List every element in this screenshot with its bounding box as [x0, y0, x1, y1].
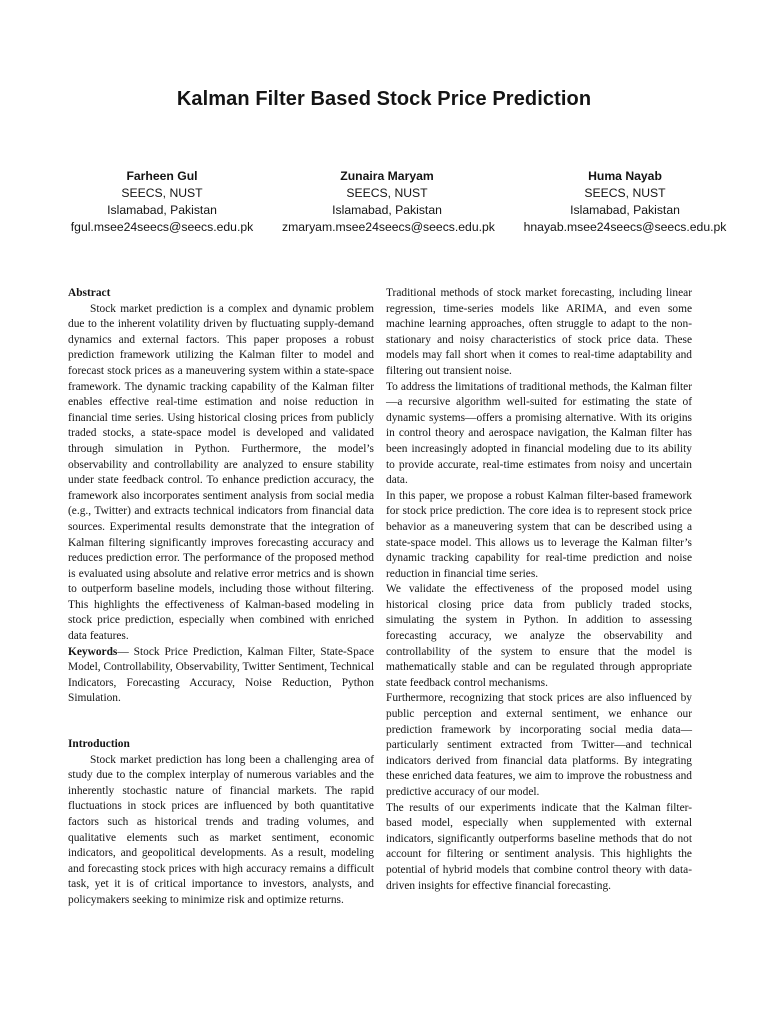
- right-column: [386, 286, 692, 894]
- keywords-label: Keywords: [68, 645, 118, 658]
- body-paragraph: We validate the effectiveness of the proposed model using historical closing price data from publicly traded stocks, simulating the system in Python. In addition to assessing forecasting accuracy, we analyze the observability and controllability of the system to ensure that the model is mathematically stable and can be regulated through appropriate state feedback control mechanisms.: [386, 583, 692, 689]
- author-email: zmaryam.msee24seecs@seecs.edu.pk: [282, 220, 495, 234]
- author-name: Zunaira Maryam: [340, 169, 434, 183]
- author-block-1: [64, 168, 260, 236]
- author-location: Islamabad, Pakistan: [332, 203, 442, 217]
- left-column: [68, 286, 374, 909]
- introduction-heading: Introduction: [68, 738, 130, 751]
- body-paragraph: Traditional methods of stock market forecasting, including linear regression, time-series models like ARIMA, and even some machine learning approaches, often struggle to adapt to the non-stationary and noisy characteristics of stock price data. These models may fall short when it comes to real-time adaptability and filtering out transient noise.: [386, 287, 692, 377]
- author-email: hnayab.msee24seecs@seecs.edu.pk: [523, 220, 727, 234]
- body-paragraph: To address the limitations of traditional methods, the Kalman filter—a recursive algorithm well-suited for estimating the state of dynamic systems—offers a promising alternative. With its origins in control theory and aerospace navigation, the Kalman filter has been increasingly adopted in financial modeling due to its ability to provide accurate, real-time estimates from noisy and uncertain data.: [386, 380, 692, 487]
- body-paragraph: In this paper, we propose a robust Kalman filter-based framework for stock price prediction. The core idea is to represent stock price behavior as a maneuvering system that can be described using a state-space model. This allows us to leverage the Kalman filter’s dynamic tracking capability for real-time prediction and noise reduction in financial time series.: [386, 489, 692, 580]
- author-affiliation: SEECS, NUST: [584, 186, 666, 200]
- keywords-text: — Stock Price Prediction, Kalman Filter, State-Space Model, Controllability, Observability, Twitter Sentiment, Technical Indicators, Forecasting Accuracy, Noise Reduction, Python Simulation.: [68, 645, 374, 705]
- author-block-2: [282, 168, 495, 236]
- author-affiliation: SEECS, NUST: [121, 186, 203, 200]
- body-paragraph: The results of our experiments indicate that the Kalman filter-based model, especially when supplemented with external indicators, significantly outperforms baseline methods that do not account for filtering or sentiment analysis. This highlights the potential of hybrid models that combine control theory with data-driven insights for effective financial forecasting.: [386, 801, 692, 892]
- author-name: Huma Nayab: [588, 169, 662, 183]
- author-email: fgul.msee24seecs@seecs.edu.pk: [70, 220, 254, 234]
- abstract-heading: Abstract: [68, 287, 111, 299]
- author-block-3: [515, 168, 735, 236]
- body-paragraph: Furthermore, recognizing that stock prices are also influenced by public perception and external sentiment, we enhance our prediction framework by incorporating social media data—particularly sentiment extracted from Twitter—and technical indicators derived from financial data platforms. By integrating these enriched data features, we aim to improve the robustness and predictive accuracy of our model.: [386, 692, 692, 798]
- abstract-text: Stock market prediction is a complex and dynamic problem due to the inherent volatility driven by fluctuating supply-demand dynamics and external factors. This paper proposes a robust prediction framework utilizing the Kalman filter to model and forecast stock prices as a maneuvering system within a state-space framework. The dynamic tracking capability of the Kalman filter enables effective real-time estimation and noise reduction in financial time series. Using historical closing prices from publicly traded stocks, a state-space model is developed and validated through simulation in Python. Furthermore, the model’s observability and controllability are analyzed to ensure stability under state feedback control. To enhance prediction accuracy, the framework also incorporates sentiment analysis from social media (e.g., Twitter) and extracts technical indicators from financial data sources. Experimental results demonstrate that the integration of Kalman filtering significantly improves forecasting accuracy and reduces prediction error. The performance of the proposed method is evaluated using absolute and relative error metrics and is shown to outperform baseline models, including those without filtering. This highlights the effectiveness of Kalman-based modeling in stock price prediction, especially when combined with enriched data features.: [68, 302, 374, 643]
- paper-title: Kalman Filter Based Stock Price Prediction: [176, 88, 592, 110]
- introduction-paragraph: Stock market prediction has long been a challenging area of study due to the complex interplay of numerous variables and the inherently stochastic nature of financial markets. The rapid fluctuations in stock prices are influenced by both quantitative factors such as historical trends and trading volumes, and qualitative elements such as market sentiment, economic indicators, and geopolitical developments. As a result, modeling and forecasting stock prices with high accuracy remains a difficult task, yet it is of critical importance to investors, analysts, and policymakers seeking to minimize risk and optimize returns.: [68, 753, 374, 906]
- author-location: Islamabad, Pakistan: [570, 203, 680, 217]
- author-location: Islamabad, Pakistan: [107, 203, 217, 217]
- author-affiliation: SEECS, NUST: [346, 186, 428, 200]
- keywords-paragraph: [68, 645, 374, 707]
- author-name: Farheen Gul: [126, 169, 198, 183]
